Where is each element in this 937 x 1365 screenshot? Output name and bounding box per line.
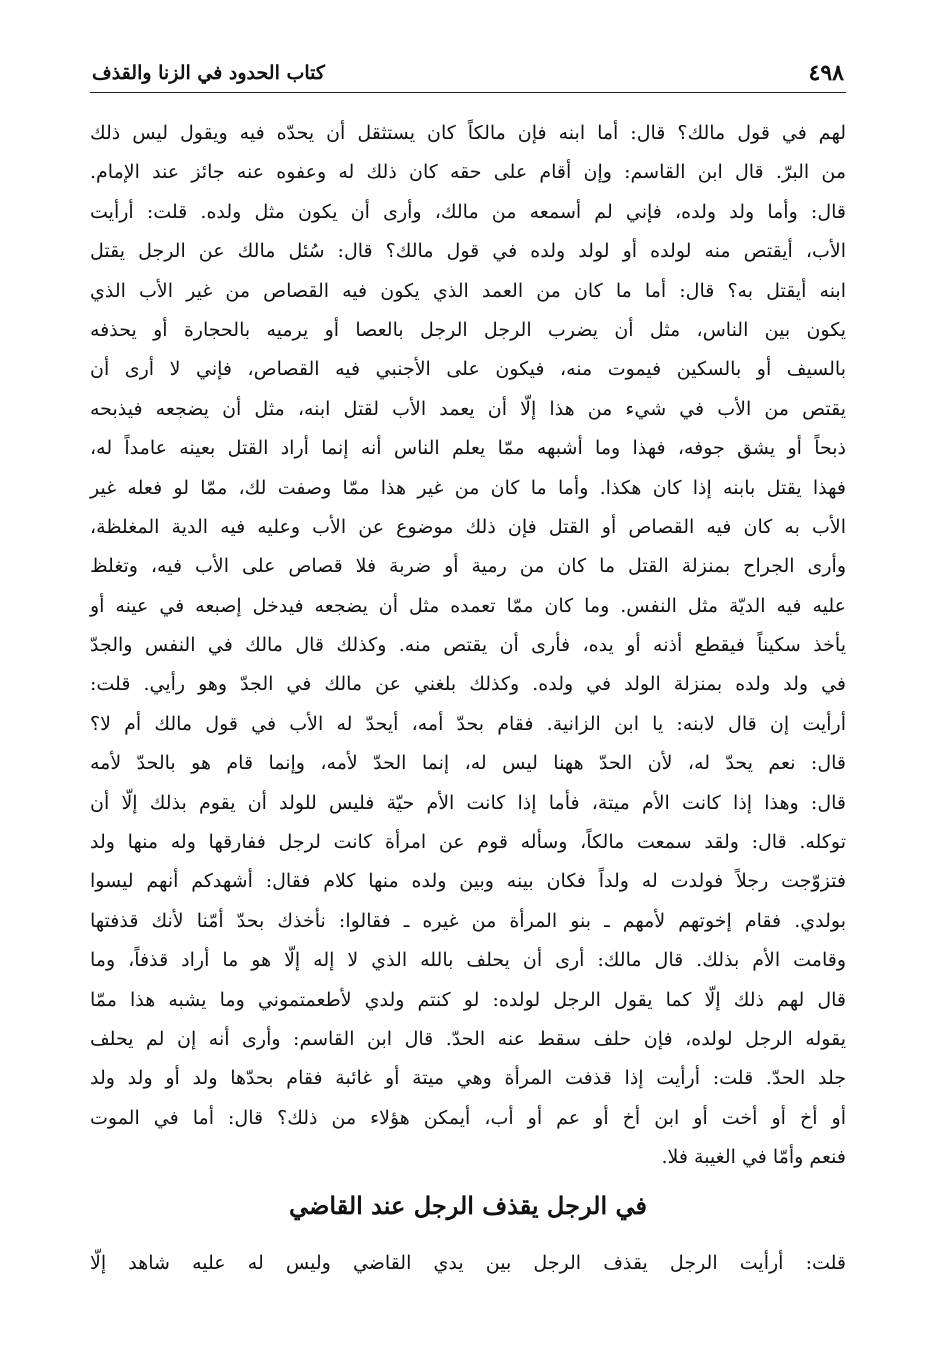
- section-heading: في الرجل يقذف الرجل عند القاضي: [289, 1191, 647, 1220]
- text-line: قال لهم ذلك إلّا كما يقول الرجل لولده: لو كنتم ولدي لأطعمتموني وما يشبه هذا ممّا: [90, 988, 846, 1011]
- text-line: الأب به كان فيه القصاص أو القتل فإن ذلك موضوع عن الأب وعليه فيه الدية المغلظة،: [90, 515, 846, 538]
- book-title: كتاب الحدود في الزنا والقذف: [92, 62, 325, 84]
- body-text: [90, 114, 846, 1178]
- text-line: يقوله الرجل لولده، فإن حلف سقط عنه الحدّ. قال ابن القاسم: وأرى أنه إن لم يحلف: [90, 1027, 846, 1050]
- text-line: أرأيت إن قال لابنه: يا ابن الزانية. فقام بحدّ أمه، أيحدّ له الأب في قول مالك أم لا؟: [90, 712, 846, 735]
- text-line: وقامت الأم بذلك. قال مالك: أرى أن يحلف بالله الذي لا إله إلّا هو ما أراد قذفاً، وما: [90, 949, 846, 972]
- text-line: أو أخ أو أخت أو ابن أخ أو عم أو أب، أيمكن هؤلاء من ذلك؟ قال: أما في الموت: [90, 1106, 847, 1129]
- text-line: قال: نعم يحدّ له، لأن الحدّ ههنا ليس له، إنما الحدّ لأمه، وإنما قام هو بالحدّ لأمه: [90, 752, 846, 775]
- text-line: ذبحاً أو يشق جوفه، فهذا وما أشبهه ممّا يعلم الناس أنه إنما أراد القتل بعينه عامداً له،: [90, 437, 846, 460]
- page-number: ٤٩٨: [808, 60, 844, 86]
- text-line: يكون بين الناس، مثل أن يضرب الرجل الرجل بالعصا أو يرميه بالحجارة أو يحذفه: [90, 318, 846, 341]
- text-line: ابنه أيقتل به؟ قال: أما ما كان من العمد الذي يكون فيه القصاص من غير الأب الذي: [90, 279, 846, 302]
- text-line: توكله. قال: ولقد سمعت مالكاً، وسأله قوم عن امرأة كانت لرجل ففارقها وله منها ولد: [90, 831, 846, 854]
- text-line: من البرّ. قال ابن القاسم: وإن أقام على حقه كان ذلك له وعفوه عنه جائز عند الإمام.: [90, 161, 846, 184]
- text-line: جلد الحدّ. قلت: أرأيت إذا قذفت المرأة وهي ميتة أو غائبة فقام بحدّها ولد أو ولد ولد: [90, 1067, 846, 1090]
- text-line: بالسيف أو بالسكين فيموت منه، فيكون على الأجنبي فيه القصاص، فإني لا أرى أن: [90, 358, 846, 381]
- header-rule: [90, 92, 846, 93]
- text-line: عليه فيه الديّة مثل النفس. وما كان ممّا تعمده مثل أن يضجعه فيدخل إصبعه في عينه أو: [90, 594, 846, 617]
- running-header: [92, 58, 844, 88]
- text-line: لهم في قول مالك؟ قال: أما ابنه فإن مالكاً كان يستثقل أن يحدّه فيه ويقول ليس ذلك: [90, 122, 846, 144]
- text-line: يقتص من الأب في شيء من هذا إلّا أن يعمد الأب لقتل ابنه، مثل أن يضجعه فيذبحه: [90, 397, 846, 420]
- text-line: بولدي. فقام إخوتهم لأمهم ـ بنو المرأة من غيره ـ فقالوا: نأخذك بحدّ أمّنا لأنك قذفتها: [90, 909, 846, 932]
- text-line: يأخذ سكيناً فيقطع أذنه أو يده، فأرى أن يقتص منه. وكذلك قال مالك في النفس والجدّ: [90, 634, 846, 657]
- text-line: وأرى الجراح بمنزلة القتل ما كان من رمية أو ضربة فلا قصاص على الأب فيه، وتغلظ: [90, 555, 846, 578]
- text-line: قلت: أرأيت الرجل يقذف الرجل بين يدي القاضي وليس له عليه شاهد إلّا: [90, 1252, 846, 1274]
- section-body: [90, 1244, 846, 1283]
- text-line: فتزوّجت رجلاً فولدت له ولداً فكان بينه وبين ولده منها كلام فقال: أشهدكم أنهم ليسوا: [90, 870, 846, 893]
- text-line: قال: وهذا إذا كانت الأم ميتة، فأما إذا كانت الأم حيّة فليس للولد أن يقوم بذلك إلّا أن: [90, 791, 846, 814]
- text-line: قال: وأما ولد ولده، فإني لم أسمعه من مالك، وأرى أن يكون مثل ولده. قلت: أرأيت: [90, 200, 846, 223]
- text-line: في ولد ولده بمنزلة الولد في ولده. وكذلك بلغني عن مالك في الجدّ وهو رأيي. قلت:: [90, 673, 846, 696]
- text-line: فنعم وأمّا في الغيبة فلا.: [661, 1146, 846, 1169]
- text-line: فهذا يقتل بابنه إذا كان هكذا. وأما ما كان من غير هذا ممّا وصفت لك، ممّا لو فعله غير: [90, 476, 846, 499]
- text-line: الأب، أيقتص منه لولده أو لولد ولده في قول مالك؟ قال: سُئل مالك عن الرجل يقتل: [90, 240, 846, 263]
